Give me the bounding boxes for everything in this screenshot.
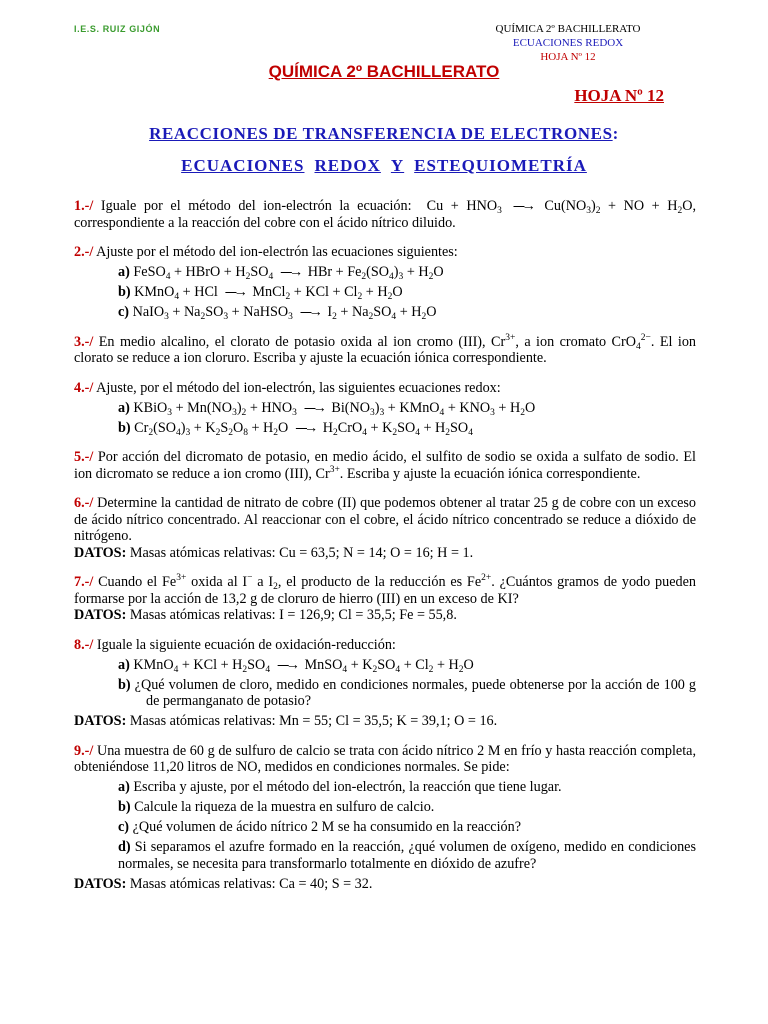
exercise-text: En medio alcalino, el clorato de potasio oxida al ion cromo (III), Cr [98,333,506,350]
exercise-8 [74,637,696,730]
subtitle-2-word: Y [390,156,405,175]
exercise-number: 3.-/ [74,333,94,350]
equation-b: b) KMnO$_4$ + HCl ⎯⎯→ MnCl$_2$ + KCl + $Cl_2 + H_2O$ [118,284,403,302]
exercise-text: Ajuste, por el método del ion-electrón, las siguientes ecuaciones redox: [96,379,501,396]
exercise-6 [74,495,696,561]
exercise-text: oxida al I [186,574,248,590]
exercise-number: 6.-/ [74,495,94,511]
exercise-number: 4.-/ [74,379,94,396]
item-label: b) [118,419,131,436]
datos-text: Masas atómicas relativas: Mn = 55; Cl = 35,5; K = 39,1; O = 16. [129,713,498,729]
exercise-text: Cuando el Fe [98,574,177,590]
item-b [74,799,696,816]
school-name: I.E.S. RUIZ GIJÓN [74,24,161,34]
datos-label: DATOS: [74,607,127,623]
exercise-3: 3.-/ En medio alcalino, el clorato de potasio oxida al ion cromo (III), $Cr^{3+}$, a ion cromato CrO$_4^{2-}$. El ion clorato se reduce a ion cloruro. Escriba y ajuste la ecuación iónica correspondiente. [74,332,697,366]
item-label: b) [118,799,131,815]
exercise-2 [74,244,696,321]
subtitle-2-word: ESTEQUIOMETRÍA [414,156,587,175]
subtitle-1-text: REACCIONES DE TRANSFERENCIA DE ELECTRONES [149,124,613,143]
exercise-text: Determine la cantidad de nitrato de cobre (II) que podemos obtener al tratar 25 g de cobre con un exceso de ácido nítrico concentrado. Al reaccionar con el cobre, el ácido nítrico concentrado se reduce a dióxido de nitrógeno. [74,495,697,544]
item-label: d) [118,839,131,855]
exercise-1: 1.-/ Iguale por el método del ion-electrón la ecuación: $Cu + HNO_3$ ⎯⎯→ $Cu(NO_3)_2$ + NO + $H_2O$, correspondiente a la reacción del cobre con el ácido nítrico diluido. [74,198,697,231]
item-text: ¿Qué volumen de cloro, medido en condiciones normales, puede obtenerse por la acción de 100 g de permanganato de potasio? [134,676,697,709]
equation-b: b) $Cr_2(SO_4)_3 + K_2S_2O_8 + H_2O$ ⎯⎯→ $H_2CrO_4 + K_2SO_4 + H_2SO_4$ [118,419,473,438]
exercise-number: 5.-/ [74,449,94,465]
sheet-number: HOJA Nº 12 [574,86,664,105]
header-topic: ECUACIONES REDOX [512,37,624,49]
item-label: a) [118,779,130,795]
exercise-text: Iguale por el método del ion-electrón la ecuación: [100,198,412,214]
exercise-text: Por acción del dicromato de potasio, en medio ácido, el sulfito de sodio se oxida a sulfato de sodio. El ion dicromato se reduce a ion cromo (III), Cr [74,449,697,482]
exercise-text: . ¿Cuántos gramos de yodo pueden formarse por la acción de 13,2 g de cloruro de hierro (III) en un exceso de KI? [74,574,696,607]
exercise-9 [74,743,696,893]
exercise-text: , el producto de la reducción es Fe [277,574,482,590]
subtitle-1: REACCIONES DE TRANSFERENCIA DE ELECTRONES: [149,124,619,143]
item-label: c) [118,819,130,835]
exercise-number: 7.-/ [74,574,94,590]
subtitle-2-word: ECUACIONES [181,156,305,175]
header-course: QUÍMICA 2º BACHILLERATO [495,23,641,35]
exercise-text: . Escriba y ajuste la ecuación iónica correspondiente. [339,465,641,482]
exercise-text: a I [252,574,274,590]
item-text: ¿Qué volumen de ácido nítrico 2 M se ha consumido en la reacción? [132,819,522,835]
equation-a: a) KBiO$_3$ + $Mn(NO_3)_2 + HNO_3$ ⎯⎯→ $Bi(NO_3)_3$ + KMnO$_4$ + $KNO_3 + H_2O$ [118,399,536,418]
exercise-list [74,198,696,905]
exercise-text: , a ion cromato CrO [515,333,636,350]
item-label: b) [118,284,131,300]
item-label: a) [118,656,130,673]
exercise-text: Ajuste por el método del ion-electrón las ecuaciones siguientes: [96,244,458,260]
exercise-5: 5.-/ Por acción del dicromato de potasio, en medio ácido, el sulfito de sodio se oxida a sulfato de sodio. El ion dicromato se reduce a ion cromo (III), $Cr^{3+}$. Escriba y ajuste la ecuación iónica correspondiente. [74,449,697,482]
datos-text: Masas atómicas relativas: Ca = 40; S = 32. [129,875,373,892]
exercise-number: 2.-/ [74,244,94,260]
item-label: c) [118,304,130,320]
item-text: Si separamos el azufre formado en la reacción, ¿qué volumen de oxígeno, medido en condiciones normales, se necesita para transformarlo totalmente en dióxido de azufre? [118,839,697,872]
exercise-number: 9.-/ [74,742,94,759]
subtitle-2-word: REDOX [314,156,381,175]
exercise-text: . El ion clorato se reduce a ion cloruro. Escriba y ajuste la ecuación iónica correspondiente. [74,333,697,366]
item-text: Escriba y ajuste, por el método del ion-electrón, la reacción que tiene lugar. [133,779,562,795]
item-b [74,677,696,710]
exercise-text: correspondiente a la reacción del cobre con el ácido nítrico diluido. [74,214,456,231]
equation-a: a) FeSO$_4$ + HBrO + $H_2SO_4$ ⎯⎯→ HBr + $Fe_2(SO_4)_3 + H_2O$ [118,264,444,282]
item-text: Calcule la riqueza de la muestra en sulfuro de calcio. [134,799,435,815]
item-c [74,819,696,836]
item-d [74,839,696,872]
exercise-text: Iguale la siguiente ecuación de oxidación-reducción: [96,636,396,653]
subtitle-2 [0,156,768,176]
datos-label: DATOS: [74,544,127,561]
exercise-number: 1.-/ [74,198,94,214]
equation-a: a) KMnO$_4$ + KCl + $H_2SO_4$ ⎯⎯→ MnSO$_4$ + $K_2SO_4 + Cl_2 + H_2O$ [118,656,474,675]
page-title: QUÍMICA 2º BACHILLERATO [268,62,500,81]
item-label: a) [118,399,130,416]
datos-text: Masas atómicas relativas: Cu = 63,5; N = 14; O = 16; H = 1. [129,544,474,561]
exercise-7: 7.-/ Cuando el $Fe^{3+}$ oxida al I− a $I_2$, el producto de la reducción es $Fe^{2+}$. ¿Cuántos gramos de yodo pueden formarse por la acción de 13,2 g de cloruro de hierro (III) en un exceso de KI? DATOS: Masas atómicas relativas: I = 126,9; Cl = 35,5; Fe = 55,8. [74,573,696,623]
datos-label: DATOS: [74,713,127,729]
exercise-4 [74,380,696,437]
item-a [74,779,696,796]
datos-text: Masas atómicas relativas: I = 126,9; Cl = 35,5; Fe = 55,8. [129,607,457,623]
page-header [468,22,668,64]
datos-label: DATOS: [74,875,127,892]
equation-c: c) NaIO$_3$ + $Na_2SO_3$ + NaHSO$_3$ ⎯⎯→ $I_2 + Na_2SO_4 + H_2O$ [118,304,437,322]
exercise-number: 8.-/ [74,636,94,653]
header-sheet: HOJA Nº 12 [540,51,596,63]
item-label: b) [118,676,131,693]
exercise-text: Una muestra de 60 g de sulfuro de calcio se trata con ácido nítrico 2 M en frío y hasta reacción completa, obteniéndose 11,20 litros de NO, medidos en condiciones normales. Se pide: [74,742,696,775]
item-label: a) [118,264,130,280]
